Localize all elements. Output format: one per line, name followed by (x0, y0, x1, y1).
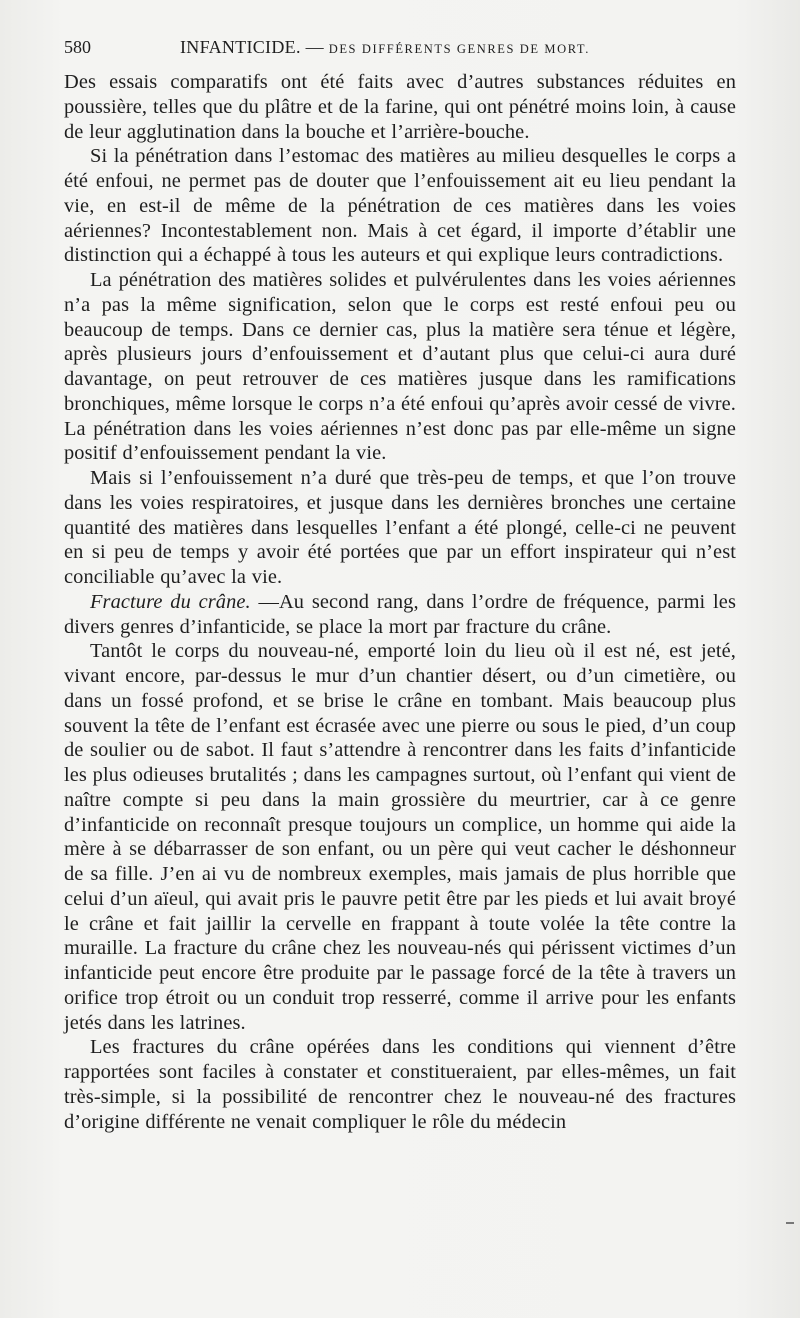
page-number: 580 (64, 37, 91, 57)
paragraph: Si la pénétration dans l’estomac des matières au milieu desquelles le corps a été enfoui, ne permet pas de douter que l’enfouissement ait eu lieu pendant la vie, en est-il de même de la pénétration de ces matières dans les voies aériennes? Incontestablement non. Mais à cet égard, il importe d’établir une distinction qui a échappé à tous les auteurs et qui explique leurs contradictions. (64, 145, 736, 267)
section-paragraph (64, 590, 736, 640)
paragraph: Mais si l’enfouissement n’a duré que très-peu de temps, et que l’on trouve dans les voies respiratoires, et jusque dans les dernières bronches une certaine quantité des matières dans lesquelles l’enfant a été plongé, celle-ci ne peuvent en si peu de temps y avoir été portées que par un effort inspirateur qui n’est conciliable qu’avec la vie. (64, 467, 736, 588)
header-title-main: INFANTICIDE. (180, 37, 301, 57)
body-text (64, 70, 736, 1220)
section-text: Au second rang, dans l’ordre de fréquence, parmi les divers genres d’infanticide, se place la mort par fracture du crâne. (64, 590, 736, 638)
paragraph: Les fractures du crâne opérées dans les conditions qui viennent d’être rapportées sont faciles à constater et constitueraient, par elles-mêmes, un fait très-simple, si la possibilité de rencontrer chez le nouveau-né des fractures d’origine différente ne venait compliquer le rôle du médecin (64, 1036, 736, 1133)
header-subtitle: DES DIFFÉRENTS GENRES DE MORT. (328, 42, 590, 56)
margin-mark (786, 1222, 794, 1224)
header-dash: — (305, 37, 324, 57)
header-title (180, 34, 590, 62)
paragraph: La pénétration des matières solides et pulvérulentes dans les voies aériennes n’a pas la même signification, selon que le corps est resté enfoui peu ou beaucoup de temps. Dans ce dernier cas, plus la matière sera ténue et légère, après plusieurs jours d’enfouissement et d’autant plus que celui-ci aura duré davantage, on peut retrouver de ces matières jusque dans les ramifications bronchiques, même lorsque le corps n’a été enfoui qu’après avoir cessé de vivre. La pénétration dans les voies aériennes n’est donc pas par elle-même un signe positif d’enfouissement pendant la vie. (64, 269, 736, 465)
paragraph: Des essais comparatifs ont été faits avec d’autres substances réduites en poussière, telles que du plâtre et de la farine, qui ont pénétré moins loin, à cause de leur agglutination dans la bouche et l’arrière-bouche. (64, 71, 736, 143)
section-dash: — (258, 590, 279, 613)
paragraph: Tantôt le corps du nouveau-né, emporté loin du lieu où il est né, est jeté, vivant encore, par-dessus le mur d’un chantier désert, ou d’un cimetière, ou dans un fossé profond, et se brise le crâne en tombant. Mais beaucoup plus souvent la tête de l’enfant est écrasée avec une pierre ou sous le pied, d’un coup de soulier ou de sabot. Il faut s’attendre à rencontrer dans les faits d’infanticide les plus odieuses brutalités ; dans les campagnes surtout, où l’enfant qui vient de naître compte si peu dans la main grossière du meurtrier, car à ce genre d’infanticide on reconnaît presque toujours un complice, un homme qui aide la mère à se débarrasser de son enfant, ou un père qui veut cacher le déshonneur de sa fille. J’en ai vu de nombreux exemples, mais jamais de plus horrible que celui d’un aïeul, qui avait pris le pauvre petit être par les pieds et lui avait broyé le crâne et fait jaillir la cervelle en frappant à toute volée la tête contre la muraille. La fracture du crâne chez les nouveau-nés qui périssent victimes d’un infanticide peut encore être produite par le passage forcé de la tête à travers un orifice trop étroit ou un conduit trop resserré, comme il arrive pour les enfants jetés dans les latrines. (64, 640, 736, 1034)
running-header (64, 34, 736, 60)
section-title: Fracture du crâne. (90, 590, 251, 613)
